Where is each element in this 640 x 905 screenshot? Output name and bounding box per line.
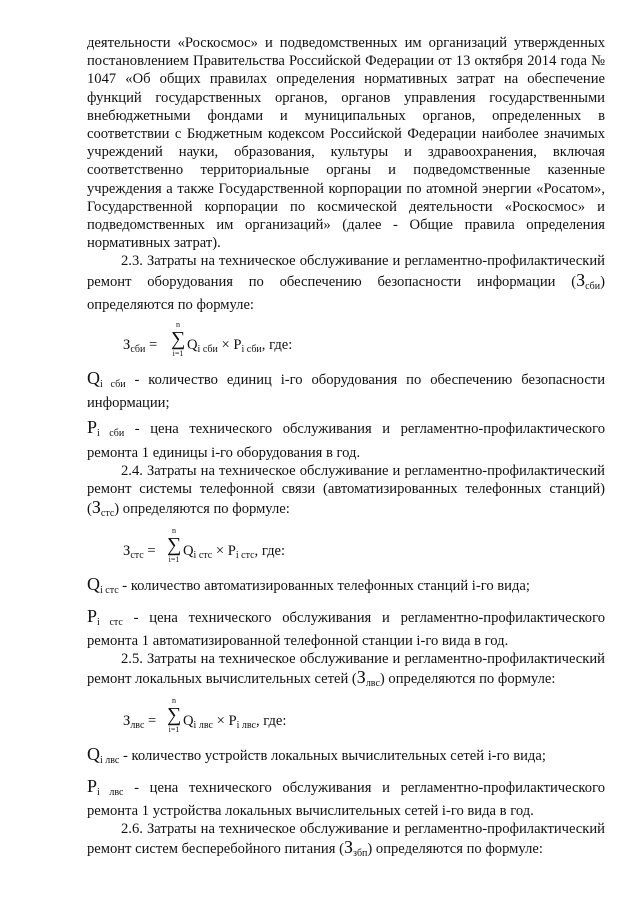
- definition-p-sbi: $P_{i сби}$ - цена технического обслуживания и регламентно-профилактического ремонта 1 единицы i-го оборудования в год.: [87, 417, 606, 461]
- definition-q-lvs: $Q_{i лвс}$ - количество устройств локальных вычислительных сетей i-го вида;: [87, 744, 546, 767]
- intro-paragraph: деятельности «Роскосмос» и подведомственных им организаций утвержденных постановлением Правительства Российской Федерации от 13 октября 2014 года № 1047 «Об общих правилах определения нормативных затрат на обеспечение функций государственных органов, органов управления государственными внебюджетными фондами и муниципальных органов, определенных в соответствии с Бюджетным кодексом Российской Федерации наиболее значимых учреждений науки, образования, культуры и здравоохранения, включая соответственно территориальные органы и подведомственные казенные учреждения а также Государственной корпорации по атомной энергии «Росатом», Государственной корпорации по космической деятельности «Роскосмос» и подведомственных им организаций» (далее - Общие правила определения нормативных затрат).: [87, 35, 605, 252]
- definition-q-sts: $Q_{i стс}$ - количество автоматизированных телефонных станций i-го вида;: [87, 574, 530, 597]
- definition-p-lvs: $P_{i лвс}$ - цена технического обслуживания и регламентно-профилактического ремонта 1 устройства локальных вычислительных сетей i-го вида в год.: [87, 775, 605, 819]
- formula-sbi: $З_{сби}$ = n ∑ i=1 $Q_{i сби} \times P_{i сби}$, где:: [123, 320, 293, 359]
- section-2-4-paragraph: 2.4. Затраты на техническое обслуживание и регламентно-профилактический ремонт системы телефонной связи (автоматизированных телефонных $станций)(З_{стс})$ определяются по формуле:: [87, 462, 605, 520]
- definition-p-sts: $P_{i стс}$ - цена технического обслуживания и регламентно-профилактического ремонта 1 автоматизированной телефонной станции i-го вида в год.: [87, 605, 605, 649]
- formula-sts: $З_{стс}$ = n ∑ i=1 $Q_{i стс} \times P_{i стс}$, где:: [123, 526, 286, 565]
- definition-q-sbi: $Q_{i сби}$ - количество единиц i-го оборудования по обеспечению безопасности информации;: [87, 368, 605, 412]
- formula-lvs: $З_{лвс}$ = n ∑ i=1 $Q_{i лвс} \times P_{i лвс}$, где:: [123, 696, 287, 735]
- section-2-5-paragraph: 2.5. Затраты на техническое обслуживание и регламентно-профилактический ремонт локальных вычислительных сетей $(З_{лвс})$ определяются по формуле:: [87, 651, 605, 690]
- document-page: [87, 34, 605, 864]
- section-2-6-paragraph: 2.6. Затраты на техническое обслуживание и регламентно-профилактический ремонт систем бесперебойного питания $(З_{збп})$ определяются по формуле:: [87, 821, 605, 860]
- section-2-3-paragraph: 2.3. Затраты на техническое обслуживание и регламентно-профилактический ремонт оборудования по обеспечению безопасности информации $(З_{сби})$ определяются по формуле:: [87, 253, 605, 313]
